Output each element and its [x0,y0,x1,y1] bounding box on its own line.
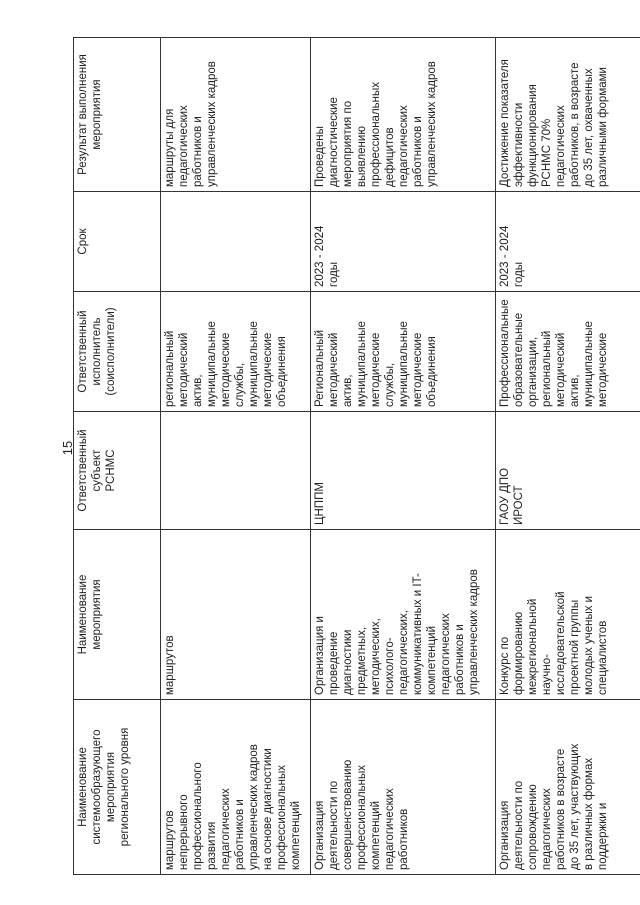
cell-text-line: деятельности по [513,780,525,870]
cell-text-line: педагогических [220,788,232,870]
cell-text-line: проектной группы [569,599,581,695]
cell-text-line: Наименование [77,747,89,827]
cell-text-line: поддержки и [597,802,609,870]
header-responsible-subject [74,412,161,530]
cell-text-line: объединения [276,336,288,407]
cell-responsible-executor [161,292,311,412]
cell-text-line: РСНМС 70% [541,118,553,187]
cell-text-line: специалистов [597,620,609,695]
cell-text-line: Региональный [314,329,326,407]
cell-text-line: педагогических [178,105,190,187]
cell-text-line: муниципальные [356,321,368,407]
cell-text-line: Организация [314,800,326,870]
cell-text-line: региональный [164,330,176,407]
cell-text-line: диагностики [342,629,354,695]
cell-text-line: актив, [569,374,581,407]
cell-responsible-subject [311,412,496,530]
cell-text-line: профессионального [192,762,204,870]
cell-text-line: на основе диагностики [262,748,274,870]
cell-text-line: региональный [541,330,553,407]
cell-text-line: педагогических [541,788,553,870]
cell-deadline [496,192,640,292]
cell-text-line: функционирования [527,84,539,187]
cell-responsible-executor [496,292,640,412]
cell-text-line: исполнитель [91,317,103,386]
cell-text-line: эффективности [513,102,525,187]
cell-text-line: формированию [513,611,525,695]
cell-text-line: дефицитов [384,127,396,187]
cell-deadline [311,192,496,292]
cell-result [161,38,311,192]
cell-text-line: межрегиональной [527,598,539,695]
cell-measure-name [496,530,640,700]
cell-text-line: работников [398,808,410,870]
cell-text-line: педагогических, [398,610,410,695]
cell-text-line: до 35 лет, участвующих [569,743,581,870]
cell-text-line: педагогических [384,788,396,870]
cell-text-line: годы [328,261,340,287]
cell-text-line: Профессиональные [499,299,511,407]
cell-text-line: организации, [527,336,539,407]
cell-text-line: службы, [384,362,396,407]
cell-text-line: ЦНППМ [314,482,326,525]
cell-text-line: методический [555,332,567,407]
cell-text-line: мероприятия [91,579,103,650]
cell-text-line: в различных формах [583,757,595,870]
cell-responsible-executor [311,292,496,412]
cell-text-line: работников, в возрасте [569,62,581,187]
cell-text-line: сопровождению [527,784,539,870]
cell-text-line: работников и [454,624,466,695]
cell-text-line: педагогических [555,105,567,187]
cell-text-line: мероприятия по [342,100,354,187]
cell-text-line: Организация [499,800,511,870]
cell-text-line: Ответственный [77,429,89,512]
cell-text-line: психолого- [384,637,396,695]
cell-text-line: методические [597,332,609,407]
cell-text-line: Организация и [314,616,326,695]
cell-text-line: развития [206,821,218,870]
cell-text-line: системообразующего [91,729,103,845]
cell-text-line: управленческих кадров [206,61,218,187]
cell-text-line: маршрутов [164,635,176,695]
cell-text-line: работников и [192,116,204,187]
header-responsible-executor [74,292,161,412]
cell-text-line: методические [370,332,382,407]
table-row [161,38,311,875]
cell-text-line: 2023 - 2024 [499,225,511,287]
cell-text-line: муниципальные [398,321,410,407]
cell-text-line: управленческих кадров [248,744,260,870]
cell-text-line: работников и [234,799,246,870]
cell-deadline [161,192,311,292]
cell-text-line: методический [328,332,340,407]
measures-table [73,37,640,875]
cell-text-line: совершенствованию [342,759,354,870]
cell-text-line: актив, [342,374,354,407]
cell-text-line: молодых ученых и [583,595,595,695]
cell-text-line: объединения [426,336,438,407]
cell-text-line: мероприятия [91,79,103,150]
cell-text-line: Достижение показателя [499,59,511,187]
cell-text-line: выявлению [356,126,368,187]
cell-text-line: актив, [192,374,204,407]
cell-text-line: деятельности по [328,780,340,870]
header-result [74,38,161,192]
rotated-table-container [73,38,640,875]
cell-text-line: муниципальные [206,321,218,407]
cell-responsible-subject [496,412,640,530]
cell-result [496,38,640,192]
cell-text-line: работников в возрасте [555,748,567,870]
cell-system-measure [496,700,640,875]
cell-text-line: годы [513,261,525,287]
cell-text-line: Ответственный [77,310,89,393]
cell-measure-name [311,530,496,700]
cell-text-line: управленческих кадров [426,61,438,187]
cell-text-line: Проведены [314,126,326,187]
table-row [311,38,496,875]
cell-text-line: методических, [370,618,382,695]
cell-text-line: диагностические [328,97,340,187]
cell-text-line: субъект [91,449,103,492]
table-row [496,38,640,875]
cell-text-line: педагогических [440,613,452,695]
cell-text-line: профессиональных [356,764,368,870]
cell-text-line: Результат выполнения [77,54,89,175]
cell-text-line: образовательные [513,312,525,407]
cell-text-line: компетенций [290,800,302,870]
cell-text-line: маршрутов [164,810,176,870]
cell-text-line: ГАОУ ДПО [499,467,511,525]
cell-text-line: методический [178,332,190,407]
page-number: 15 [60,440,75,456]
cell-responsible-subject [161,412,311,530]
cell-measure-name [161,530,311,700]
cell-text-line: педагогических [398,105,410,187]
cell-text-line: профессиональных [370,81,382,187]
cell-text-line: непрерывного [178,794,190,870]
cell-text-line: профессиональных [276,764,288,870]
table-header-row [74,38,161,875]
cell-text-line: маршруты для [164,108,176,187]
cell-text-line: (соисполнители) [105,307,117,396]
cell-text-line: работников и [412,116,424,187]
cell-text-line: муниципальные [583,321,595,407]
cell-text-line: методические [220,332,232,407]
cell-system-measure [161,700,311,875]
cell-text-line: Наименование [77,574,89,655]
cell-text-line: научно- [541,654,553,695]
cell-text-line: компетенций [426,625,438,695]
cell-text-line: проведение [328,631,340,695]
header-measure-name [74,530,161,700]
cell-text-line: муниципальные [248,321,260,407]
cell-text-line: Срок [77,228,89,255]
cell-text-line: РСНМС [105,449,117,492]
cell-text-line: Конкурс по [499,636,511,695]
cell-result [311,38,496,192]
cell-text-line: предметных, [356,626,368,695]
cell-text-line: различными формами [597,67,609,187]
cell-text-line: коммуникативных и IT- [412,573,424,695]
cell-text-line: ИРОСТ [513,485,525,525]
cell-text-line: службы, [234,362,246,407]
header-deadline [74,192,161,292]
cell-text-line: методические [262,332,274,407]
cell-system-measure [311,700,496,875]
cell-text-line: 2023 - 2024 [314,225,326,287]
cell-text-line: мероприятия [105,751,117,823]
header-system-measure [74,700,161,875]
cell-text-line: исследовательской [555,591,567,695]
cell-text-line: методические [412,332,424,407]
cell-text-line: регионального уровня [119,727,131,847]
cell-text-line: компетенций [370,800,382,870]
cell-text-line: управленческих кадров [468,569,480,695]
cell-text-line: до 35 лет, охваченных [583,68,595,187]
